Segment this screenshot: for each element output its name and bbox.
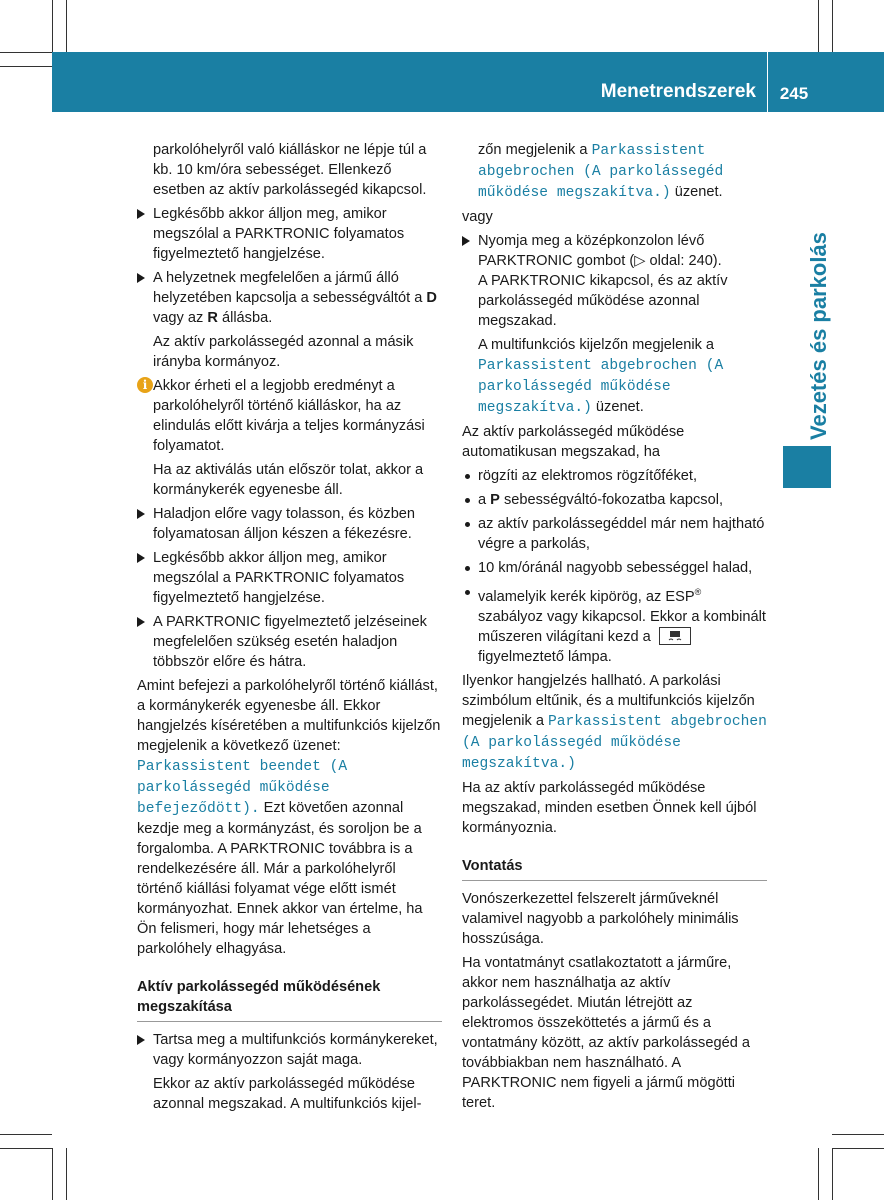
- bullet-icon: [465, 522, 470, 527]
- crop-mark: [0, 1134, 52, 1135]
- bullet-icon: [465, 590, 470, 595]
- section-heading: Vontatás: [462, 856, 767, 881]
- arrow-icon: [137, 273, 145, 283]
- paragraph: Az aktív parkolássegéd azonnal a másik irányba kormányoz.: [153, 334, 414, 370]
- paragraph: A multifunkciós kijelzőn megjelenik a Parkassistent abgebrochen (A parkolássegéd működése megszakítva.) üzenet.: [478, 337, 724, 416]
- list-item: 10 km/óránál nagyobb sebességgel halad,: [462, 558, 767, 578]
- crop-mark: [832, 0, 833, 52]
- paragraph: Az aktív parkolássegéd működése automatikusan megszakad, ha: [462, 424, 685, 460]
- arrow-icon: [137, 509, 145, 519]
- side-tab-label: Vezetés és parkolás: [806, 232, 831, 440]
- bullet-icon: [465, 566, 470, 571]
- list-item: az aktív parkolássegéddel már nem hajtható végre a parkolás,: [462, 514, 767, 554]
- crop-mark: [52, 1148, 53, 1200]
- display-message: Parkassistent abgebrochen (A parkolássegéd működése megszakítva.): [462, 713, 767, 772]
- arrow-icon: [462, 236, 470, 246]
- arrow-icon: [137, 209, 145, 219]
- side-tab-marker: [783, 446, 831, 488]
- arrow-icon: [137, 1035, 145, 1045]
- crop-mark: [66, 1148, 67, 1200]
- paragraph: A PARKTRONIC kikapcsol, és az aktív parkolássegéd működése azonnal megszakad.: [478, 273, 728, 329]
- paragraph: parkolóhelyről való kiálláskor ne lépje túl a kb. 10 km/óra sebességet. Ellenkező esetben az aktív parkolássegéd kikapcsol.: [153, 142, 427, 198]
- crop-mark: [52, 0, 53, 52]
- crop-mark: [832, 1148, 884, 1149]
- paragraph: zőn megjelenik a Parkassistent abgebrochen (A parkolássegéd működése megszakítva.) üzenet.: [478, 142, 724, 201]
- instruction-step: Legkésőbb akkor álljon meg, amikor megszólal a PARKTRONIC folyamatos figyelmeztető hangjelzése.: [137, 548, 442, 608]
- crop-mark: [818, 0, 819, 52]
- arrow-icon: [137, 617, 145, 627]
- instruction-step: Legkésőbb akkor álljon meg, amikor megszólal a PARKTRONIC folyamatos figyelmeztető hangjelzése.: [137, 204, 442, 264]
- paragraph: Ha az aktiválás után először tolat, akkor a kormánykerék egyenesbe áll.: [153, 462, 424, 498]
- list-item: valamelyik kerék kipörög, az ESP® szabályoz vagy kikapcsol. Ekkor a kombinált műszeren világítani kezd a figyelmeztető lámpa.: [462, 582, 767, 667]
- instruction-step: Tartsa meg a multifunkciós kormánykereket, vagy kormányozzon saját maga.: [137, 1030, 442, 1070]
- crop-mark: [832, 1148, 833, 1200]
- page-number: 245: [779, 84, 809, 103]
- paragraph: Ha az aktív parkolássegéd működése megszakad, minden esetben Önnek kell újból kormányoznia.: [462, 779, 757, 836]
- display-message: Parkassistent abgebrochen (A parkolássegéd működése megszakítva.): [478, 143, 724, 201]
- list-item: a P sebességváltó-fokozatba kapcsol,: [462, 490, 767, 510]
- paragraph: vagy: [462, 209, 493, 225]
- bullet-icon: [465, 498, 470, 503]
- paragraph: Ilyenkor hangjelzés hallható. A parkolási szimbólum eltűnik, és a multifunkciós kijelzőn megjelenik a Parkassistent abgebrochen (A parkolássegéd működése megszakítva.): [462, 672, 767, 772]
- left-column: [137, 140, 442, 1118]
- display-message: Parkassistent beendet (A parkolássegéd működése befejeződött).: [137, 759, 348, 817]
- paragraph: Amint befejezi a parkolóhelyről történő kiállást, a kormánykerék egyenesbe áll. Ekkor hangjelzés kíséretében a multifunkciós kijelzőn megjelenik a következő üzenet: Parkassistent beendet (A parkolássegéd működése befejeződött). Ezt követően azonnal kezdje meg a kormányzást, és soroljon be a forgalomba. A PARKTRONIC továbbra is a rendelkezésére áll. Már a parkolóhelyről történő kiállási folyamat vége előtt ismét kormányozhat. Ennek akkor van értelme, ha Ön felismeri, hogy már lehetséges a parkolóhely elhagyása.: [137, 678, 441, 957]
- crop-mark: [0, 52, 52, 53]
- instruction-step: Nyomja meg a középkonzolon lévő PARKTRONIC gombot (▷ oldal: 240).: [462, 231, 767, 271]
- section-title: Menetrendszerek: [600, 81, 756, 102]
- paragraph: Ha vontatmányt csatlakoztatott a járműre, akkor nem használhatja az aktív parkolássegédet. Miután létrejött az elektromos összeköttetés a jármű és a vontatmány között, az aktív parkolássegéd a továbbiakban nem használható. A PARKTRONIC nem figyeli a jármű mögötti teret.: [462, 954, 750, 1111]
- paragraph: Ekkor az aktív parkolássegéd működése azonnal megszakad. A multifunkciós kijel-: [153, 1076, 422, 1112]
- paragraph: Vonószerkezettel felszerelt járműveknél valamivel nagyobb a parkolóhely minimális hosszúsága.: [462, 890, 739, 947]
- instruction-step: Haladjon előre vagy tolasson, és közben folyamatosan álljon készen a fékezésre.: [137, 504, 442, 544]
- crop-mark: [0, 66, 52, 67]
- section-heading: Aktív parkolássegéd működésének megszakítása: [137, 977, 442, 1022]
- info-note: i Akkor érheti el a legjobb eredményt a parkolóhelyről történő kiálláskor, ha az elindulás előtt kivárja a teljes kormányzási folyamatot.: [137, 376, 442, 456]
- instruction-step: A helyzetnek megfelelően a jármű álló helyzetében kapcsolja a sebességváltót a D vagy az R állásba.: [137, 268, 442, 328]
- display-message: Parkassistent abgebrochen (A parkolássegéd működése megszakítva.): [478, 358, 724, 416]
- crop-mark: [818, 1148, 819, 1200]
- info-icon: i: [137, 377, 153, 393]
- header-divider: [767, 52, 768, 112]
- skid-warning-icon: [659, 627, 691, 645]
- list-item: rögzíti az elektromos rögzítőféket,: [462, 466, 767, 486]
- crop-mark: [66, 0, 67, 52]
- instruction-step: A PARKTRONIC figyelmeztető jelzéseinek megfelelően szükség esetén haladjon többször előre és hátra.: [137, 612, 442, 672]
- right-column: [462, 140, 767, 1117]
- arrow-icon: [137, 553, 145, 563]
- bullet-icon: [465, 474, 470, 479]
- header-band: [52, 52, 884, 112]
- crop-mark: [0, 1148, 52, 1149]
- crop-mark: [832, 1134, 884, 1135]
